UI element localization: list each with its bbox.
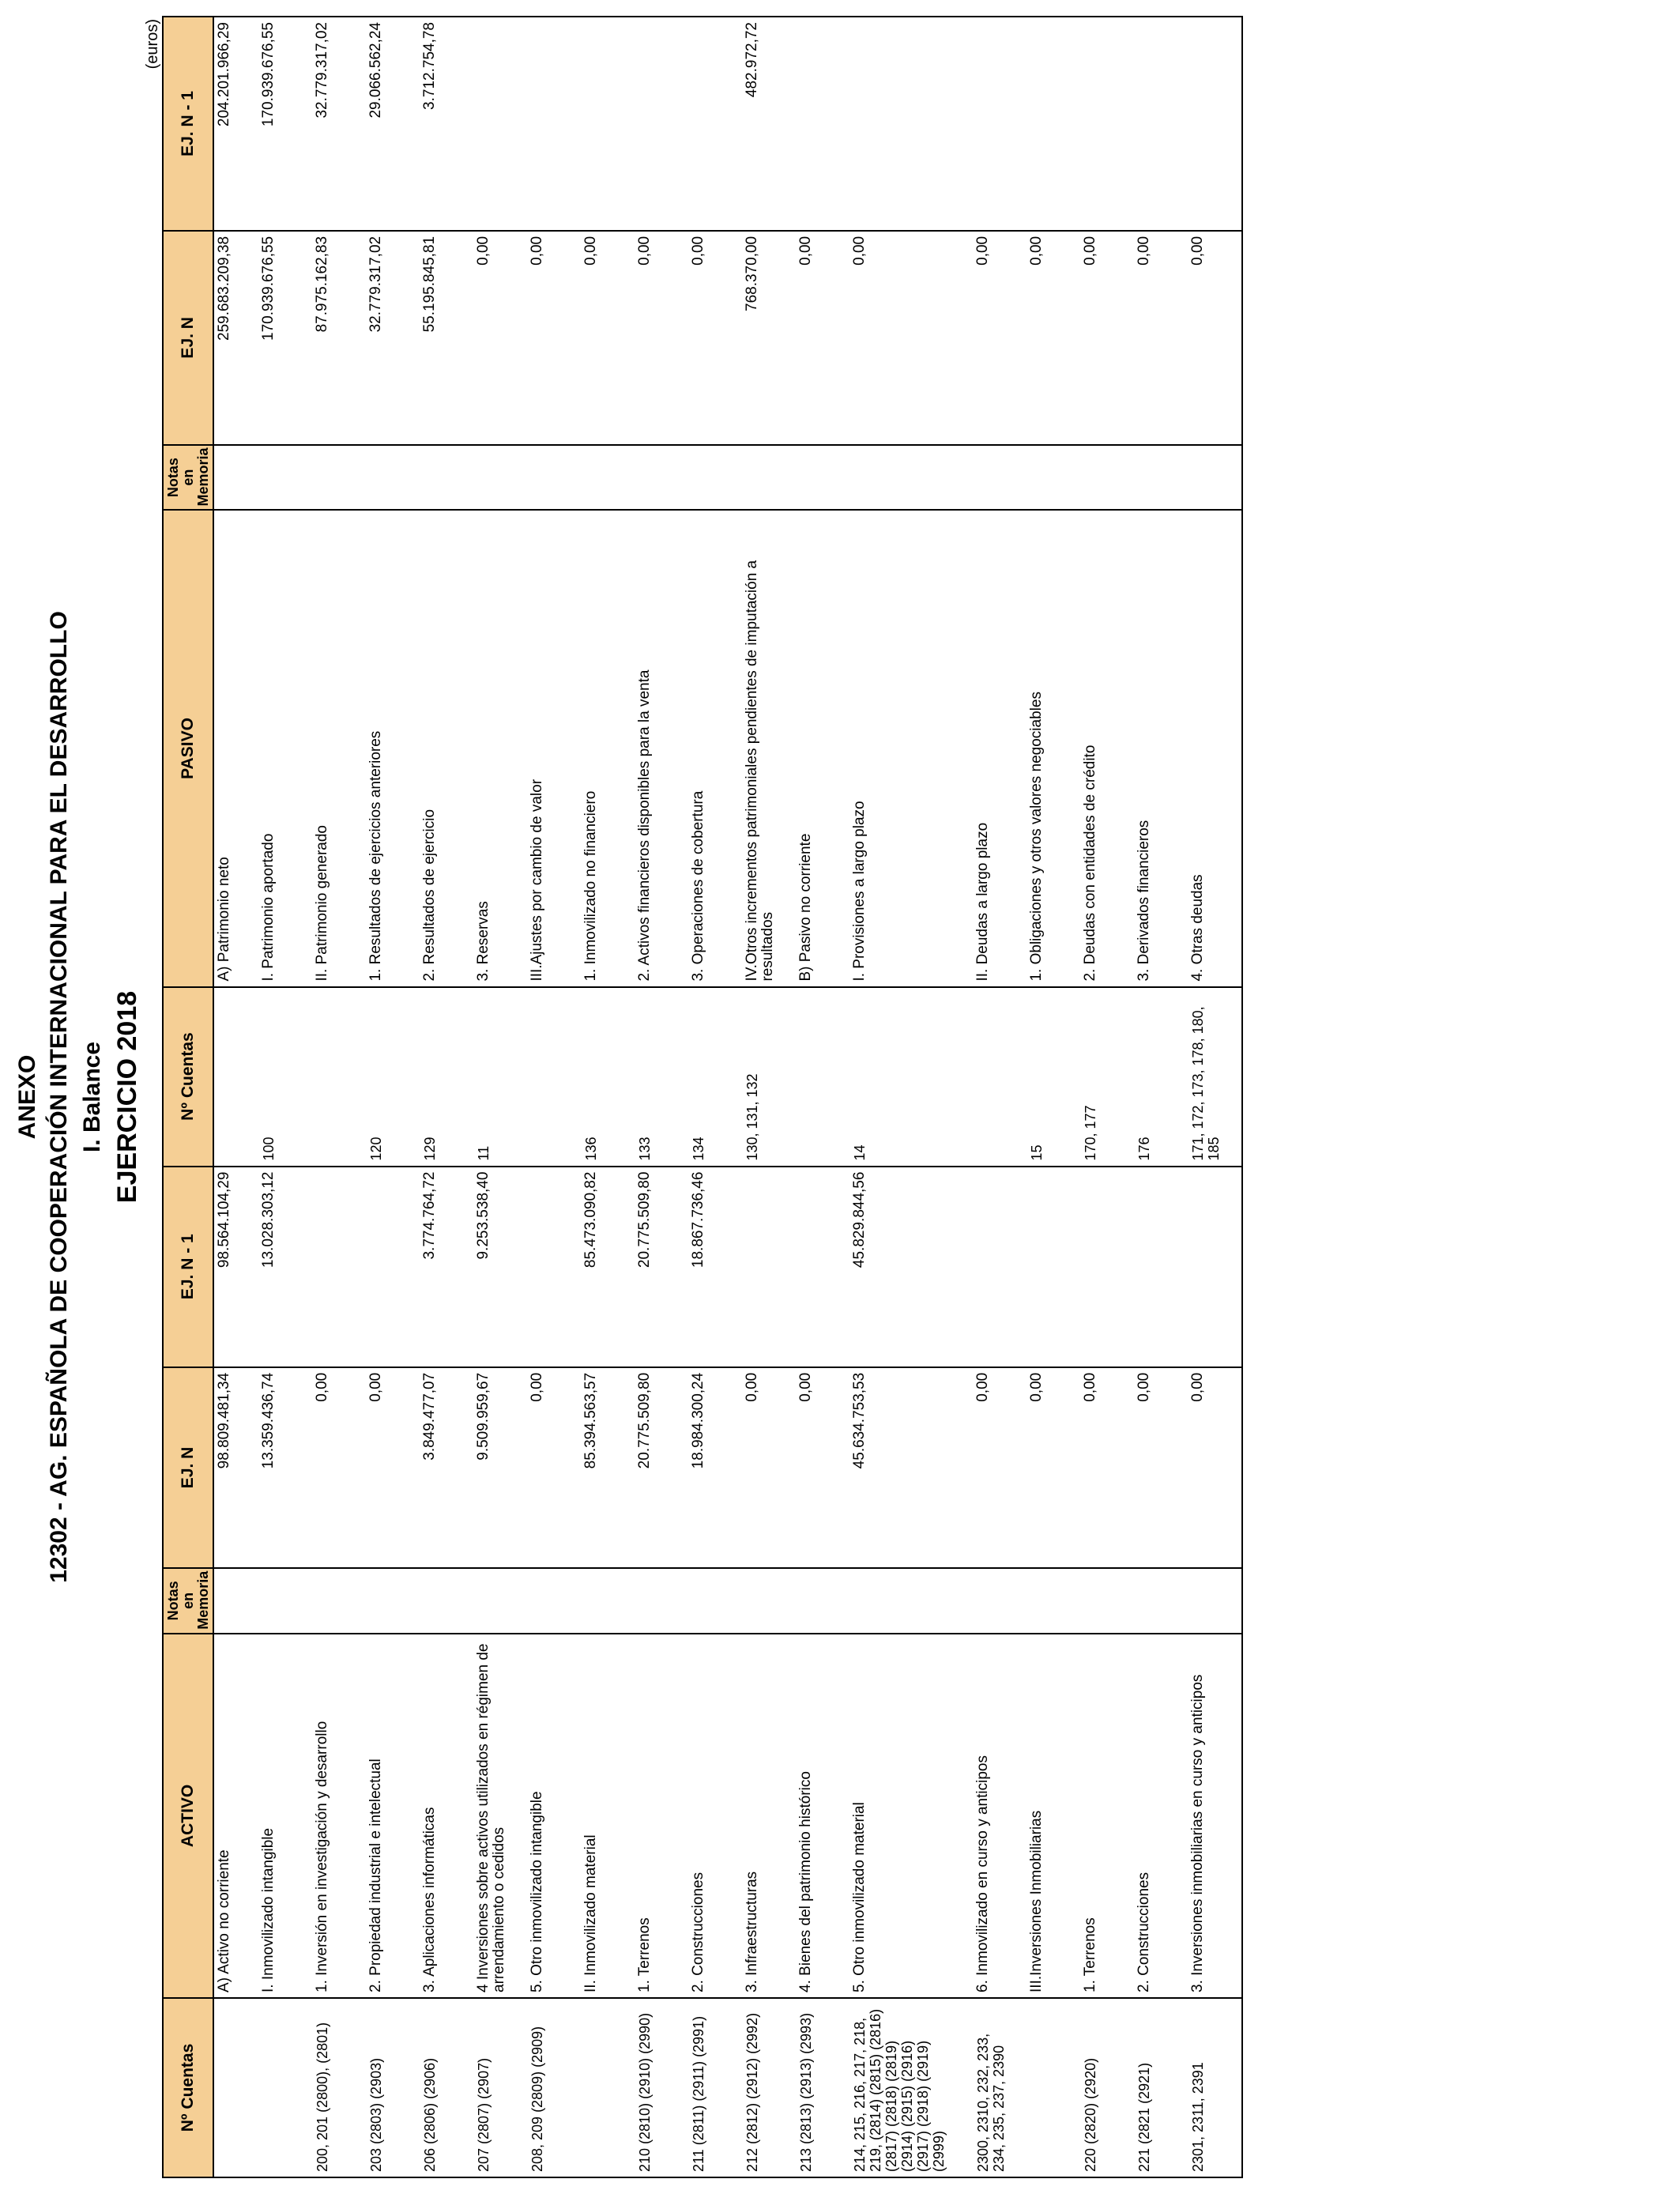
pasivo-ej-n1-cell	[1188, 17, 1242, 231]
activo-ej-n1-cell	[1080, 1167, 1134, 1367]
pasivo-ej-n-cell: 0,00	[527, 231, 581, 445]
activo-label-cell: II. Inmovilizado material	[581, 1634, 635, 1998]
activo-label-cell: 3. Inversiones inmobiliarias en curso y anticipos	[1188, 1634, 1242, 1998]
activo-label-cell: 4 Inversiones sobre activos utilizados en régimen de arrendamiento o cedidos	[473, 1634, 527, 1998]
table-row	[213, 17, 258, 2177]
table-row	[688, 17, 742, 2177]
col-header-notes-activo: Notas en Memoria	[163, 1568, 213, 1634]
col-header-accounts-pasivo: Nº Cuentas	[163, 987, 213, 1167]
pasivo-accounts-cell: 170, 177	[1080, 987, 1134, 1167]
pasivo-ej-n-cell: 0,00	[581, 231, 635, 445]
pasivo-ej-n1-cell: 482.972,72	[742, 17, 796, 231]
activo-ej-n-cell: 45.634.753,53	[849, 1367, 973, 1568]
pasivo-notes-cell	[742, 445, 796, 511]
activo-notes-cell	[742, 1568, 796, 1634]
activo-ej-n1-cell	[1188, 1167, 1242, 1367]
activo-accounts-cell	[213, 1998, 258, 2177]
activo-accounts-cell	[1026, 1998, 1080, 2177]
activo-ej-n1-cell	[742, 1167, 796, 1367]
table-row	[1188, 17, 1242, 2177]
pasivo-ej-n-cell: 0,00	[973, 231, 1026, 445]
pasivo-label-cell: 3. Reservas	[473, 510, 527, 986]
pasivo-ej-n1-cell	[1134, 17, 1188, 231]
activo-ej-n-cell: 13.359.436,74	[258, 1367, 312, 1568]
activo-label-cell: 1. Terrenos	[1080, 1634, 1134, 1998]
pasivo-label-cell: 1. Resultados de ejercicios anteriores	[366, 510, 420, 986]
pasivo-accounts-cell: 133	[635, 987, 688, 1167]
activo-ej-n1-cell: 45.829.844,56	[849, 1167, 973, 1367]
activo-accounts-cell: 213 (2813) (2913) (2993)	[796, 1998, 849, 2177]
pasivo-label-cell: I. Patrimonio aportado	[258, 510, 312, 986]
year-title: EJERCICIO 2018	[112, 990, 142, 1204]
activo-ej-n-cell: 20.775.509,80	[635, 1367, 688, 1568]
pasivo-accounts-cell: 11	[473, 987, 527, 1167]
pasivo-label-cell: B) Pasivo no corriente	[796, 510, 849, 986]
activo-label-cell: 2. Construcciones	[1134, 1634, 1188, 1998]
pasivo-label-cell: 2. Resultados de ejercicio	[420, 510, 473, 986]
activo-accounts-cell: 221 (2821 (2921)	[1134, 1998, 1188, 2177]
table-row	[1080, 17, 1134, 2177]
pasivo-ej-n1-cell	[688, 17, 742, 231]
activo-label-cell: 2. Propiedad industrial e intelectual	[366, 1634, 420, 1998]
pasivo-notes-cell	[1080, 445, 1134, 511]
pasivo-accounts-cell: 100	[258, 987, 312, 1167]
balance-rows	[213, 17, 1242, 2177]
activo-notes-cell	[581, 1568, 635, 1634]
pasivo-accounts-cell	[527, 987, 581, 1167]
balance-table	[162, 16, 1243, 2178]
pasivo-label-cell: 2. Activos financieros disponibles para la venta	[635, 510, 688, 986]
activo-notes-cell	[258, 1568, 312, 1634]
pasivo-notes-cell	[258, 445, 312, 511]
activo-notes-cell	[796, 1568, 849, 1634]
pasivo-ej-n-cell: 259.683.209,38	[213, 231, 258, 445]
col-header-ej-n1-pasivo: EJ. N - 1	[163, 17, 213, 231]
pasivo-label-cell: 1. Inmovilizado no financiero	[581, 510, 635, 986]
activo-notes-cell	[688, 1568, 742, 1634]
pasivo-accounts-cell	[796, 987, 849, 1167]
table-row	[742, 17, 796, 2177]
activo-accounts-cell: 211 (2811) (2911) (2991)	[688, 1998, 742, 2177]
table-row	[849, 17, 973, 2177]
activo-notes-cell	[1080, 1568, 1134, 1634]
activo-ej-n-cell: 98.809.481,34	[213, 1367, 258, 1568]
col-header-ej-n1-activo: EJ. N - 1	[163, 1167, 213, 1367]
col-header-notes-pasivo: Notas en Memoria	[163, 445, 213, 511]
pasivo-accounts-cell	[312, 987, 366, 1167]
pasivo-accounts-cell: 130, 131, 132	[742, 987, 796, 1167]
pasivo-ej-n-cell: 0,00	[473, 231, 527, 445]
table-row	[581, 17, 635, 2177]
col-header-ej-n-activo: EJ. N	[163, 1367, 213, 1568]
pasivo-notes-cell	[1134, 445, 1188, 511]
table-row	[1134, 17, 1188, 2177]
pasivo-accounts-cell: 129	[420, 987, 473, 1167]
pasivo-ej-n-cell: 0,00	[1026, 231, 1080, 445]
table-row	[258, 17, 312, 2177]
activo-notes-cell	[1188, 1568, 1242, 1634]
activo-label-cell: 3. Infraestructuras	[742, 1634, 796, 1998]
pasivo-notes-cell	[366, 445, 420, 511]
activo-label-cell: A) Activo no corriente	[213, 1634, 258, 1998]
pasivo-label-cell: A) Patrimonio neto	[213, 510, 258, 986]
activo-label-cell: 3. Aplicaciones informáticas	[420, 1634, 473, 1998]
pasivo-notes-cell	[473, 445, 527, 511]
pasivo-notes-cell	[796, 445, 849, 511]
activo-label-cell: III.Inversiones Inmobiliarias	[1026, 1634, 1080, 1998]
activo-ej-n1-cell	[312, 1167, 366, 1367]
section-title: I. Balance	[79, 1041, 105, 1153]
activo-label-cell: 1. Terrenos	[635, 1634, 688, 1998]
activo-notes-cell	[973, 1568, 1026, 1634]
pasivo-ej-n-cell: 0,00	[1080, 231, 1134, 445]
pasivo-notes-cell	[581, 445, 635, 511]
table-row	[796, 17, 849, 2177]
pasivo-ej-n-cell: 55.195.845,81	[420, 231, 473, 445]
activo-ej-n-cell: 0,00	[366, 1367, 420, 1568]
activo-notes-cell	[527, 1568, 581, 1634]
pasivo-accounts-cell: 134	[688, 987, 742, 1167]
activo-accounts-cell: 2301, 2311, 2391	[1188, 1998, 1242, 2177]
activo-ej-n-cell: 0,00	[742, 1367, 796, 1568]
pasivo-accounts-cell	[213, 987, 258, 1167]
pasivo-ej-n1-cell: 32.779.317,02	[312, 17, 366, 231]
pasivo-label-cell: IV.Otros incrementos patrimoniales pendientes de imputación a resultados	[742, 510, 796, 986]
table-header-row	[163, 17, 213, 2177]
pasivo-accounts-cell: 14	[849, 987, 973, 1167]
activo-accounts-cell: 203 (2803) (2903)	[366, 1998, 420, 2177]
activo-ej-n1-cell: 98.564.104,29	[213, 1167, 258, 1367]
pasivo-label-cell: II. Deudas a largo plazo	[973, 510, 1026, 986]
pasivo-ej-n-cell: 170.939.676,55	[258, 231, 312, 445]
activo-ej-n1-cell	[796, 1167, 849, 1367]
pasivo-ej-n1-cell	[796, 17, 849, 231]
pasivo-notes-cell	[312, 445, 366, 511]
pasivo-label-cell: 3. Derivados financieros	[1134, 510, 1188, 986]
pasivo-ej-n1-cell	[473, 17, 527, 231]
activo-ej-n-cell: 0,00	[796, 1367, 849, 1568]
activo-ej-n-cell: 0,00	[312, 1367, 366, 1568]
activo-accounts-cell: 208, 209 (2809) (2909)	[527, 1998, 581, 2177]
pasivo-ej-n1-cell	[849, 17, 973, 231]
pasivo-accounts-cell: 120	[366, 987, 420, 1167]
pasivo-ej-n-cell: 87.975.162,83	[312, 231, 366, 445]
pasivo-ej-n-cell: 32.779.317,02	[366, 231, 420, 445]
table-row	[366, 17, 420, 2177]
activo-accounts-cell: 206 (2806) (2906)	[420, 1998, 473, 2177]
activo-ej-n-cell: 0,00	[973, 1367, 1026, 1568]
pasivo-ej-n-cell: 0,00	[1188, 231, 1242, 445]
pasivo-notes-cell	[973, 445, 1026, 511]
pasivo-ej-n-cell: 0,00	[635, 231, 688, 445]
activo-ej-n1-cell: 13.028.303,12	[258, 1167, 312, 1367]
table-row	[312, 17, 366, 2177]
pasivo-accounts-cell: 171, 172, 173, 178, 180, 185	[1188, 987, 1242, 1167]
activo-accounts-cell: 220 (2820) (2920)	[1080, 1998, 1134, 2177]
activo-label-cell: 5. Otro inmovilizado material	[849, 1634, 973, 1998]
pasivo-label-cell: II. Patrimonio generado	[312, 510, 366, 986]
activo-label-cell: 5. Otro inmovilizado intangible	[527, 1634, 581, 1998]
activo-ej-n1-cell	[527, 1167, 581, 1367]
activo-ej-n1-cell: 85.473.090,82	[581, 1167, 635, 1367]
activo-notes-cell	[420, 1568, 473, 1634]
pasivo-ej-n1-cell: 29.066.562,24	[366, 17, 420, 231]
activo-ej-n-cell: 85.394.563,57	[581, 1367, 635, 1568]
activo-accounts-cell: 200, 201 (2800), (2801)	[312, 1998, 366, 2177]
activo-notes-cell	[312, 1568, 366, 1634]
pasivo-ej-n-cell: 0,00	[688, 231, 742, 445]
activo-notes-cell	[1026, 1568, 1080, 1634]
pasivo-label-cell: III.Ajustes por cambio de valor	[527, 510, 581, 986]
activo-accounts-cell: 212 (2812) (2912) (2992)	[742, 1998, 796, 2177]
pasivo-notes-cell	[688, 445, 742, 511]
pasivo-accounts-cell: 15	[1026, 987, 1080, 1167]
activo-label-cell: 6. Inmovilizado en curso y anticipos	[973, 1634, 1026, 1998]
pasivo-notes-cell	[1188, 445, 1242, 511]
pasivo-notes-cell	[420, 445, 473, 511]
activo-ej-n1-cell	[973, 1167, 1026, 1367]
pasivo-ej-n-cell: 0,00	[1134, 231, 1188, 445]
pasivo-notes-cell	[849, 445, 973, 511]
pasivo-label-cell: 3. Operaciones de cobertura	[688, 510, 742, 986]
activo-notes-cell	[213, 1568, 258, 1634]
pasivo-ej-n1-cell	[581, 17, 635, 231]
pasivo-label-cell: 4. Otras deudas	[1188, 510, 1242, 986]
activo-accounts-cell	[581, 1998, 635, 2177]
pasivo-label-cell: 2. Deudas con entidades de crédito	[1080, 510, 1134, 986]
pasivo-label-cell: I. Provisiones a largo plazo	[849, 510, 973, 986]
col-header-activo: ACTIVO	[163, 1634, 213, 1998]
activo-ej-n-cell: 0,00	[1188, 1367, 1242, 1568]
table-row	[1026, 17, 1080, 2177]
activo-ej-n1-cell: 9.253.538,40	[473, 1167, 527, 1367]
table-row	[635, 17, 688, 2177]
col-header-pasivo: PASIVO	[163, 510, 213, 986]
units-label: (euros)	[144, 19, 161, 70]
activo-ej-n-cell: 0,00	[1134, 1367, 1188, 1568]
col-header-accounts-activo: Nº Cuentas	[163, 1998, 213, 2177]
pasivo-ej-n1-cell: 170.939.676,55	[258, 17, 312, 231]
table-row	[473, 17, 527, 2177]
pasivo-accounts-cell: 176	[1134, 987, 1188, 1167]
pasivo-ej-n-cell: 768.370,00	[742, 231, 796, 445]
table-row	[527, 17, 581, 2177]
pasivo-notes-cell	[635, 445, 688, 511]
activo-label-cell: 2. Construcciones	[688, 1634, 742, 1998]
activo-label-cell: I. Inmovilizado intangible	[258, 1634, 312, 1998]
activo-notes-cell	[849, 1568, 973, 1634]
table-row	[420, 17, 473, 2177]
activo-accounts-cell: 2300, 2310, 232, 233, 234, 235, 237, 2390	[973, 1998, 1026, 2177]
pasivo-ej-n1-cell: 3.712.754,78	[420, 17, 473, 231]
pasivo-notes-cell	[527, 445, 581, 511]
activo-accounts-cell	[258, 1998, 312, 2177]
activo-label-cell: 4. Bienes del patrimonio histórico	[796, 1634, 849, 1998]
activo-accounts-cell: 210 (2810) (2910) (2990)	[635, 1998, 688, 2177]
activo-ej-n1-cell: 20.775.509,80	[635, 1167, 688, 1367]
pasivo-ej-n1-cell	[1026, 17, 1080, 231]
pasivo-accounts-cell	[973, 987, 1026, 1167]
pasivo-label-cell: 1. Obligaciones y otros valores negociables	[1026, 510, 1080, 986]
pasivo-ej-n-cell: 0,00	[849, 231, 973, 445]
activo-notes-cell	[366, 1568, 420, 1634]
activo-accounts-cell: 207 (2807) (2907)	[473, 1998, 527, 2177]
pasivo-notes-cell	[213, 445, 258, 511]
activo-label-cell: 1. Inversión en investigación y desarrollo	[312, 1634, 366, 1998]
activo-ej-n-cell: 0,00	[1080, 1367, 1134, 1568]
pasivo-ej-n1-cell	[635, 17, 688, 231]
activo-notes-cell	[473, 1568, 527, 1634]
activo-ej-n-cell: 3.849.477,07	[420, 1367, 473, 1568]
activo-accounts-cell: 214, 215, 216, 217, 218, 219, (2814) (2815) (2816) (2817) (2818) (2819) (2914) (2915) (2916) (2917) (2918) (2919) (2999)	[849, 1998, 973, 2177]
annex-title: ANEXO	[14, 1054, 40, 1140]
pasivo-ej-n1-cell	[1080, 17, 1134, 231]
activo-notes-cell	[635, 1568, 688, 1634]
pasivo-accounts-cell: 136	[581, 987, 635, 1167]
activo-ej-n1-cell: 3.774.764,72	[420, 1167, 473, 1367]
entity-title: 12302 - AG. ESPAÑOLA DE COOPERACIÓN INTERNACIONAL PARA EL DESARROLLO	[46, 611, 72, 1583]
pasivo-ej-n-cell: 0,00	[796, 231, 849, 445]
activo-ej-n-cell: 0,00	[527, 1367, 581, 1568]
activo-ej-n1-cell	[366, 1167, 420, 1367]
pasivo-ej-n1-cell	[973, 17, 1026, 231]
pasivo-ej-n1-cell: 204.201.966,29	[213, 17, 258, 231]
activo-ej-n-cell: 9.509.959,67	[473, 1367, 527, 1568]
table-row	[973, 17, 1026, 2177]
activo-ej-n-cell: 0,00	[1026, 1367, 1080, 1568]
activo-ej-n1-cell	[1134, 1167, 1188, 1367]
pasivo-ej-n1-cell	[527, 17, 581, 231]
col-header-ej-n-pasivo: EJ. N	[163, 231, 213, 445]
activo-ej-n1-cell	[1026, 1167, 1080, 1367]
activo-ej-n-cell: 18.984.300,24	[688, 1367, 742, 1568]
activo-notes-cell	[1134, 1568, 1188, 1634]
pasivo-notes-cell	[1026, 445, 1080, 511]
activo-ej-n1-cell: 18.867.736,46	[688, 1167, 742, 1367]
